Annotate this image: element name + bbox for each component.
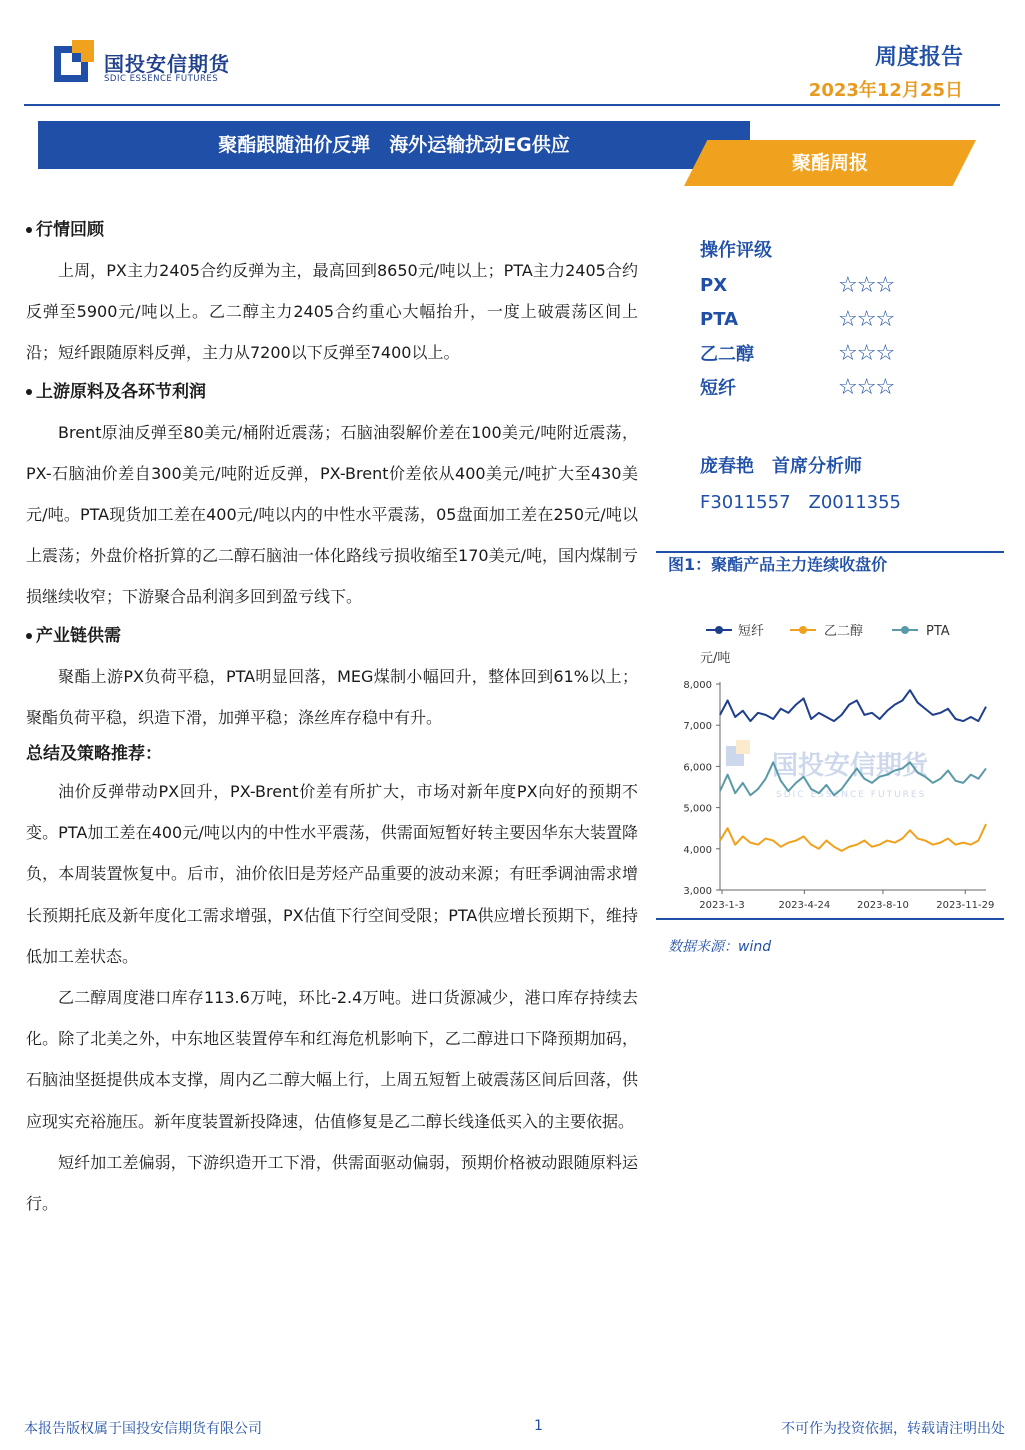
- data-source: 数据来源：wind: [668, 939, 772, 955]
- section-text: 上周，PX主力2405合约反弹为主，最高回到8650元/吨以上；PTA主力2405合约反弹至5900元/吨以上。乙二醇主力2405合约重心大幅抬升，一度上破震荡区间上沿；短纤跟随原料反弹，主力从7200以下反弹至7400以上。: [26, 261, 638, 363]
- copyright-notice: 本报告版权属于国投安信期货有限公司: [24, 1421, 262, 1437]
- legend-label: PTA: [926, 624, 950, 639]
- report-category: 聚酯周报: [791, 152, 868, 174]
- summary-paragraph: 油价反弹带动PX回升，PX-Brent价差有所扩大，市场对新年度PX向好的预期不变。PTA加工差在400元/吨以内的中性水平震荡，供需面短暂好转主要因华东大装置降负，本周装置恢复中。后市，油价依旧是芳烃产品重要的波动来源；有旺季调油需求增长预期托底及新年度化工需求增强，PX估值下行空间受限；PTA供应增长预期下，维持低加工差状态。: [26, 782, 638, 966]
- section-heading: 行情回顾: [26, 214, 638, 247]
- chart-legend: [706, 623, 950, 639]
- figure-title: 图1：聚酯产品主力连续收盘价: [668, 555, 888, 574]
- rating-title: 操作评级: [700, 240, 772, 261]
- rating-row: [700, 370, 940, 404]
- star-rating-icon: ☆☆☆: [838, 340, 895, 366]
- series-line-0: [720, 690, 986, 721]
- main-content: [26, 214, 638, 1224]
- watermark-en: SDIC ESSENCE FUTURES: [776, 790, 927, 800]
- summary-heading: 总结及策略推荐：: [26, 744, 162, 765]
- x-tick-label: 2023-8-10: [857, 900, 909, 911]
- report-date: 2023年12月25日: [808, 80, 963, 101]
- watermark-cn: 国投安信期货: [772, 751, 929, 781]
- company-name-cn: 国投安信期货: [104, 52, 230, 76]
- y-tick-label: 3,000: [683, 886, 712, 897]
- y-tick-label: 8,000: [683, 680, 712, 691]
- star-rating-icon: ☆☆☆: [838, 374, 895, 400]
- bullet-icon: [26, 389, 32, 395]
- x-tick-label: 2023-11-29: [936, 900, 995, 911]
- x-tick-label: 2023-1-3: [699, 900, 745, 911]
- summary-paragraph: 乙二醇周度港口库存113.6万吨，环比-2.4万吨。进口货源减少，港口库存持续去化。除了北美之外，中东地区装置停车和红海危机影响下，乙二醇进口下降预期加码，石脑油坚挺提供成本支撑，周内乙二醇大幅上行，上周五短暂上破震荡区间后回落，供应现实充裕施压。新年度装置新投降速，估值修复是乙二醇长线逢低买入的主要依据。: [26, 988, 638, 1131]
- star-rating-icon: ☆☆☆: [838, 272, 895, 298]
- section-text: 聚酯上游PX负荷平稳，PTA明显回落，MEG煤制小幅回升，整体回到61%以上；聚酯负荷平稳，织造下滑，加弹平稳；涤丝库存稳中有升。: [26, 666, 638, 727]
- legend-label: 乙二醇: [824, 624, 864, 639]
- company-name-en: SDIC ESSENCE FUTURES: [104, 74, 219, 84]
- y-tick-label: 4,000: [683, 844, 712, 856]
- price-line-chart: [656, 580, 1004, 916]
- y-tick-label: 5,000: [683, 803, 712, 815]
- analyst-name: 庞春艳 首席分析师: [700, 456, 862, 477]
- y-tick-label: 7,000: [683, 721, 712, 733]
- rating-product: PX: [700, 274, 728, 296]
- legend-label: 短纤: [738, 624, 765, 639]
- star-rating-icon: ☆☆☆: [838, 306, 895, 332]
- summary-paragraph: 短纤加工差偏弱，下游织造开工下滑，供需面驱动偏弱，预期价格被动跟随原料运行。: [26, 1152, 638, 1214]
- y-axis-label: 元/吨: [700, 651, 731, 666]
- y-tick-label: 6,000: [683, 762, 712, 774]
- header-divider: [24, 104, 1000, 106]
- rating-row: [700, 336, 940, 370]
- rating-row: [700, 268, 940, 302]
- section-heading: 上游原料及各环节利润: [26, 376, 638, 409]
- rating-product: PTA: [700, 308, 739, 330]
- report-type: 周度报告: [874, 45, 963, 70]
- rating-product: 短纤: [700, 378, 736, 399]
- disclaimer: 不可作为投资依据，转载请注明出处: [781, 1421, 1005, 1437]
- rating-panel: [700, 236, 940, 404]
- x-tick-label: 2023-4-24: [778, 900, 831, 911]
- rating-product: 乙二醇: [700, 344, 754, 365]
- bullet-icon: [26, 633, 32, 639]
- analyst-cert: F3011557 Z0011355: [700, 492, 902, 513]
- rating-row: [700, 302, 940, 336]
- section-text: Brent原油反弹至80美元/桶附近震荡；石脑油裂解价差在100美元/吨附近震荡，PX-石脑油价差自300美元/吨附近反弹，PX-Brent价差依从400美元/吨扩大至430美元/吨。PTA现货加工差在400元/吨以内的中性水平震荡，05盘面加工差在250元/吨以上震荡；外盘价格折算的乙二醇石脑油一体化路线亏损收缩至170美元/吨，国内煤制亏损继续收窄；下游聚合品利润多回到盈亏线下。: [26, 422, 638, 607]
- report-title: 聚酯跟随油价反弹 海外运输扰动EG供应: [218, 134, 570, 156]
- figure-bottom-rule: [656, 918, 1004, 920]
- bullet-icon: [26, 227, 32, 233]
- page-number: 1: [534, 1418, 543, 1434]
- company-logo-icon: [54, 40, 94, 82]
- series-line-1: [720, 824, 986, 851]
- section-heading: 产业链供需: [26, 620, 638, 653]
